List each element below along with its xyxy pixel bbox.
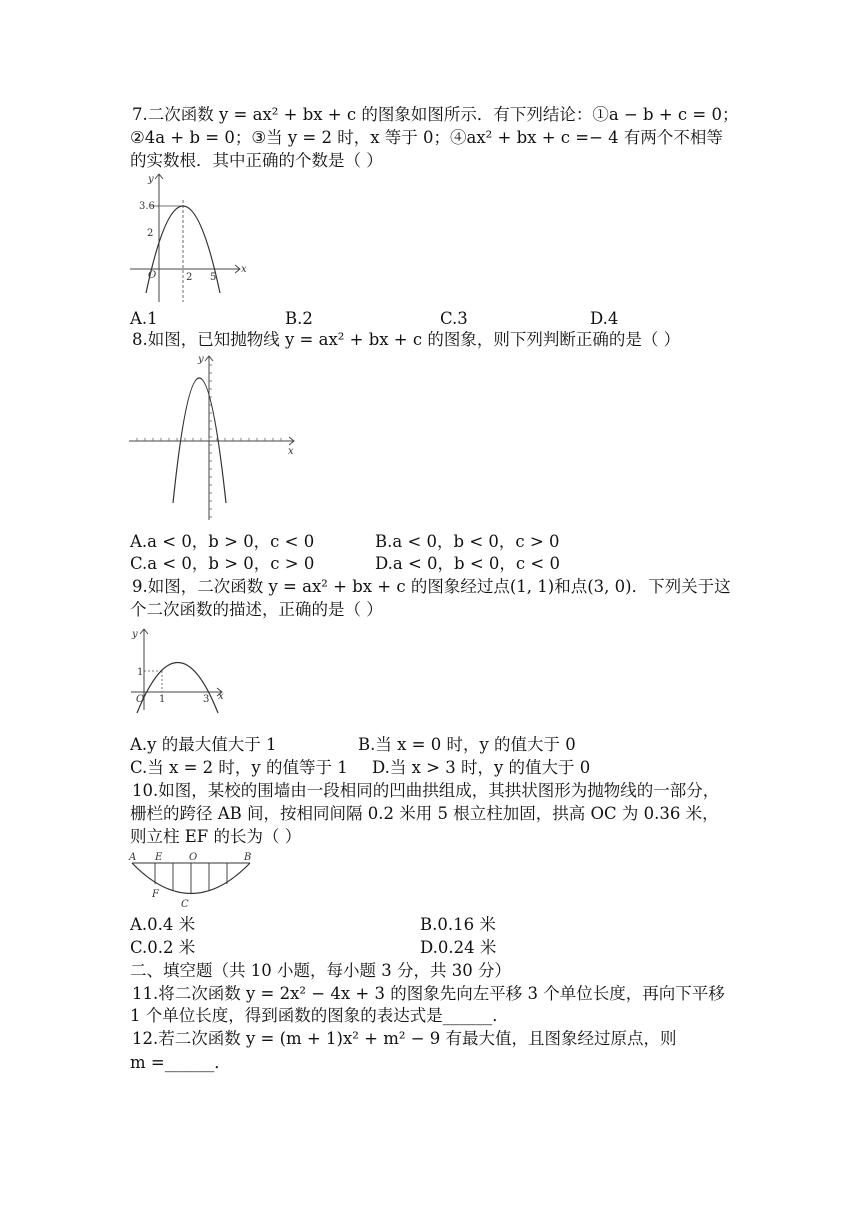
q10-option-a[interactable]: A.0.4 米 [130,915,196,934]
q10-label-a: A [129,852,137,863]
q10-arch-fence-diagram [128,850,258,912]
q10-text-line-3: 则立柱 EF 的长为（ ） [130,827,302,846]
q9-y-axis-label: y [132,629,138,640]
q7-origin-label: O [148,270,157,281]
q7-y-tick-2: 2 [147,228,154,239]
q7-text-line-1: 7.二次函数 y = ax² + bx + c 的图象如图所示．有下列结论：①a − b + c = 0； [132,105,739,124]
q7-x-tick-5: 5 [210,272,217,283]
q10-label-b: B [244,852,252,863]
q9-text-line-1: 9.如图，二次函数 y = ax² + bx + c 的图象经过点(1, 1)和点(3, 0)．下列关于这 [132,577,731,596]
q7-text-line-2: ②4a + b = 0；③当 y = 2 时，x 等于 0；④ax² + bx + c =− 4 有两个不相等 [130,128,723,147]
q7-y-axis-label: y [148,174,154,185]
q9-option-a[interactable]: A.y 的最大值大于 1 [130,735,277,754]
q9-option-c[interactable]: C.当 x = 2 时，y 的值等于 1 [130,758,348,777]
q10-option-c[interactable]: C.0.2 米 [130,938,196,957]
q10-label-o: O [189,852,198,863]
q8-option-d[interactable]: D.a < 0，b < 0，c < 0 [375,554,560,573]
q10-text-line-1: 10.如图，某校的围墙由一段相同的凹曲拱组成，其拱状图形为抛物线的一部分， [132,781,720,800]
q8-option-b[interactable]: B.a < 0，b < 0，c > 0 [375,532,560,551]
q9-option-b[interactable]: B.当 x = 0 时，y 的值大于 0 [358,735,576,754]
q9-x-tick-3: 3 [203,694,210,705]
q7-option-a[interactable]: A.1 [130,309,158,328]
q10-text-line-2: 栅栏的跨径 AB 间，按相同间隔 0.2 米用 5 根立柱加固，拱高 OC 为 0.36 米， [130,804,719,823]
q10-option-d[interactable]: D.0.24 米 [420,938,497,957]
q7-option-c[interactable]: C.3 [440,309,468,328]
q7-option-d[interactable]: D.4 [590,309,619,328]
q10-label-c: C [181,899,189,910]
q9-origin-label: O [136,694,145,705]
q12-text-line-1: 12.若二次函数 y = (m + 1)x² + m² − 9 有最大值，且图象经过原点，则 [132,1029,677,1048]
q7-x-axis-label: x [241,264,247,275]
q10-option-b[interactable]: B.0.16 米 [420,915,496,934]
q11-text-line-1: 11.将二次函数 y = 2x² − 4x + 3 的图象先向左平移 3 个单位长度，再向下平移 [132,984,725,1003]
q8-parabola-graph [126,352,301,524]
q7-option-b[interactable]: B.2 [285,309,313,328]
q9-option-d[interactable]: D.当 x > 3 时，y 的值大于 0 [372,758,591,777]
q9-text-line-2: 个二次函数的描述，正确的是（ ） [130,600,383,619]
q7-x-tick-2: 2 [186,272,193,283]
q10-label-e: E [155,852,163,863]
q10-label-f: F [152,889,159,900]
q11-text-line-2: 1 个单位长度，得到函数的图象的表达式是______． [130,1006,509,1025]
q8-option-a[interactable]: A.a < 0，b > 0，c < 0 [130,532,315,551]
q9-x-tick-1: 1 [159,694,166,705]
q8-y-axis-label: y [198,354,204,365]
q8-option-c[interactable]: C.a < 0，b > 0，c > 0 [130,554,315,573]
q7-y-tick-3-6: 3.6 [139,201,155,212]
q9-parabola-graph [128,625,228,735]
q8-text-line-1: 8.如图，已知抛物线 y = ax² + bx + c 的图象，则下列判断正确的是（ ） [132,330,681,349]
q7-parabola-graph [128,172,258,307]
q9-x-axis-label: x [218,691,224,702]
section-2-heading: 二、填空题（共 10 小题，每小题 3 分，共 30 分） [130,961,511,980]
q7-text-line-3: 的实数根．其中正确的个数是（ ） [130,151,383,170]
q9-y-tick-1: 1 [137,667,144,678]
q12-text-line-2: m =______． [130,1053,231,1072]
q8-x-axis-label: x [288,446,294,457]
